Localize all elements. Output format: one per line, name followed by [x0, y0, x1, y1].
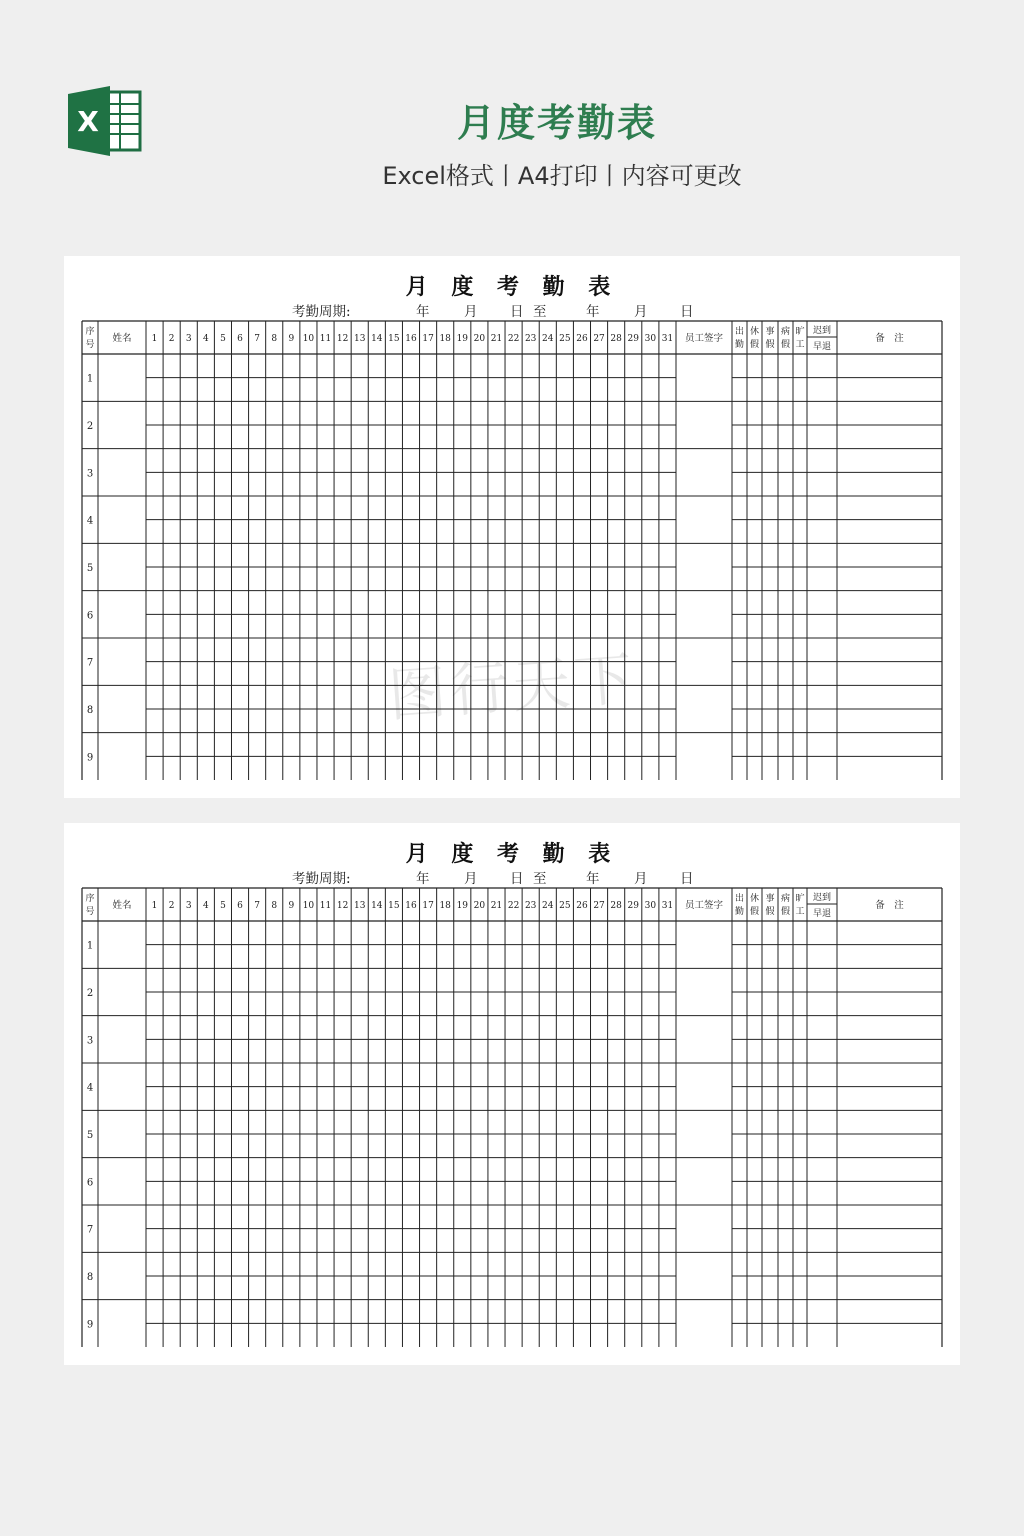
- header-day: 19: [456, 901, 469, 911]
- header-seq: 序: [85, 327, 95, 337]
- period-month-1: 月: [464, 871, 478, 887]
- header-seq: 号: [85, 340, 95, 350]
- header-day: 27: [593, 334, 605, 344]
- period-month-2: 月: [634, 871, 648, 887]
- period-day-2: 日: [680, 304, 694, 320]
- header-day: 4: [202, 901, 209, 911]
- period-day-2: 日: [680, 871, 694, 887]
- period-month-2: 月: [634, 304, 648, 320]
- header-remarks: 备 注: [875, 333, 904, 344]
- period-label: 考勤周期:: [292, 871, 351, 887]
- header-attendance: 出: [734, 894, 745, 904]
- page-title: 月度考勤表: [456, 101, 657, 145]
- row-number: 7: [86, 657, 94, 669]
- header-day: 31: [661, 901, 674, 911]
- attendance-grid: [64, 823, 960, 1365]
- header-day: 30: [644, 901, 657, 911]
- header-absent: 工: [795, 340, 805, 350]
- header-day: 15: [388, 901, 400, 911]
- header-remarks: 备 注: [875, 900, 904, 911]
- header-personal_leave: 事: [765, 327, 775, 337]
- header-day: 23: [524, 334, 537, 344]
- header-day: 7: [254, 901, 260, 911]
- period-to: 至: [533, 871, 547, 887]
- header-day: 8: [271, 901, 278, 911]
- sheet-title: 月 度 考 勤 表: [405, 841, 619, 867]
- row-number: 5: [86, 1130, 94, 1141]
- header-day: 18: [439, 334, 451, 344]
- header-day: 14: [371, 334, 383, 344]
- header-sick_leave: 病: [780, 327, 791, 337]
- header-rest: 休: [749, 894, 760, 904]
- row-number: 3: [86, 1035, 94, 1047]
- header-early-leave: 早退: [812, 342, 832, 352]
- period-year-1: 年: [416, 304, 430, 320]
- period-to: 至: [533, 304, 547, 320]
- header-day: 14: [371, 901, 383, 911]
- header-day: 1: [151, 334, 158, 344]
- header-day: 12: [336, 334, 349, 344]
- header-day: 27: [593, 901, 605, 911]
- header-day: 5: [220, 334, 226, 344]
- header-day: 16: [405, 334, 417, 344]
- header-seq: 号: [85, 907, 95, 917]
- header-absent: 工: [795, 907, 805, 917]
- header-day: 8: [271, 334, 278, 344]
- header-absent: 旷: [795, 894, 805, 904]
- row-number: 2: [86, 421, 94, 432]
- period-day-1: 日: [510, 304, 524, 320]
- header-day: 2: [168, 334, 175, 344]
- row-number: 8: [86, 705, 94, 716]
- header-day: 3: [185, 334, 192, 344]
- header-personal_leave: 事: [765, 894, 775, 904]
- row-number: 9: [86, 1319, 94, 1331]
- header-day: 1: [151, 901, 158, 911]
- header-seq: 序: [85, 894, 95, 904]
- header-late: 迟到: [812, 893, 832, 903]
- header-sick_leave: 假: [780, 907, 791, 917]
- period-month-1: 月: [464, 304, 478, 320]
- header-attendance: 勤: [734, 907, 745, 917]
- header-absent: 旷: [795, 327, 805, 337]
- header-signature: 员工签字: [684, 900, 724, 911]
- header-day: 30: [644, 334, 657, 344]
- header-attendance: 勤: [734, 340, 745, 350]
- header-day: 17: [422, 334, 434, 344]
- header-day: 11: [319, 334, 332, 344]
- header-day: 29: [627, 901, 639, 911]
- header-day: 22: [507, 901, 520, 911]
- sheet-title: 月 度 考 勤 表: [405, 274, 619, 300]
- header-day: 29: [627, 334, 639, 344]
- row-number: 7: [86, 1224, 94, 1236]
- header-day: 12: [336, 901, 349, 911]
- header-sick_leave: 病: [780, 894, 791, 904]
- header-rest: 假: [749, 907, 760, 917]
- excel-icon-letter: X: [77, 105, 99, 138]
- header-day: 31: [661, 334, 674, 344]
- header-day: 2: [168, 901, 175, 911]
- header-day: 15: [388, 334, 400, 344]
- header-day: 5: [220, 901, 226, 911]
- header-day: 3: [185, 901, 192, 911]
- period-year-2: 年: [586, 871, 600, 887]
- header-signature: 员工签字: [684, 333, 724, 344]
- header-rest: 假: [749, 340, 760, 350]
- row-number: 2: [86, 988, 94, 999]
- header-rest: 休: [749, 327, 760, 337]
- row-number: 6: [86, 610, 94, 622]
- period-label: 考勤周期:: [292, 304, 351, 320]
- watermark: 图行天下: [386, 644, 639, 730]
- attendance-sheet-2: [64, 823, 960, 1365]
- header-day: 13: [353, 334, 366, 344]
- header-day: 11: [319, 901, 332, 911]
- header-sick_leave: 假: [780, 340, 791, 350]
- header-day: 9: [288, 901, 295, 911]
- header-day: 21: [490, 901, 503, 911]
- header-day: 19: [456, 334, 469, 344]
- header-name: 姓名: [112, 333, 132, 344]
- header-day: 22: [507, 334, 520, 344]
- row-number: 4: [86, 515, 94, 527]
- period-year-2: 年: [586, 304, 600, 320]
- header-personal_leave: 假: [765, 907, 775, 917]
- period-day-1: 日: [510, 871, 524, 887]
- header-day: 21: [490, 334, 503, 344]
- header-day: 25: [559, 901, 571, 911]
- page-subtitle: Excel格式丨A4打印丨内容可更改: [382, 162, 742, 190]
- header-day: 20: [473, 901, 486, 911]
- row-number: 6: [86, 1177, 94, 1189]
- header-day: 20: [473, 334, 486, 344]
- header-day: 4: [202, 334, 209, 344]
- row-number: 9: [86, 752, 94, 764]
- header-late: 迟到: [812, 326, 832, 336]
- header-day: 10: [302, 334, 315, 344]
- header-day: 23: [524, 901, 537, 911]
- header-day: 18: [439, 901, 451, 911]
- header-attendance: 出: [734, 327, 745, 337]
- header-day: 28: [610, 901, 622, 911]
- header-day: 6: [237, 334, 243, 344]
- header-day: 26: [576, 901, 588, 911]
- header-day: 13: [353, 901, 366, 911]
- row-number: 1: [86, 373, 94, 385]
- header-day: 24: [542, 334, 554, 344]
- header-day: 26: [576, 334, 588, 344]
- header-day: 7: [254, 334, 260, 344]
- header-day: 25: [559, 334, 571, 344]
- header-personal_leave: 假: [765, 340, 775, 350]
- header-day: 24: [542, 901, 554, 911]
- row-number: 5: [86, 563, 94, 574]
- row-number: 3: [86, 468, 94, 480]
- row-number: 1: [86, 940, 94, 952]
- row-number: 4: [86, 1082, 94, 1094]
- header-name: 姓名: [112, 900, 132, 911]
- row-number: 8: [86, 1272, 94, 1283]
- header-day: 17: [422, 901, 434, 911]
- header-day: 10: [302, 901, 315, 911]
- header-early-leave: 早退: [812, 909, 832, 919]
- header-day: 16: [405, 901, 417, 911]
- header-day: 28: [610, 334, 622, 344]
- header-day: 9: [288, 334, 295, 344]
- header-day: 6: [237, 901, 243, 911]
- period-year-1: 年: [416, 871, 430, 887]
